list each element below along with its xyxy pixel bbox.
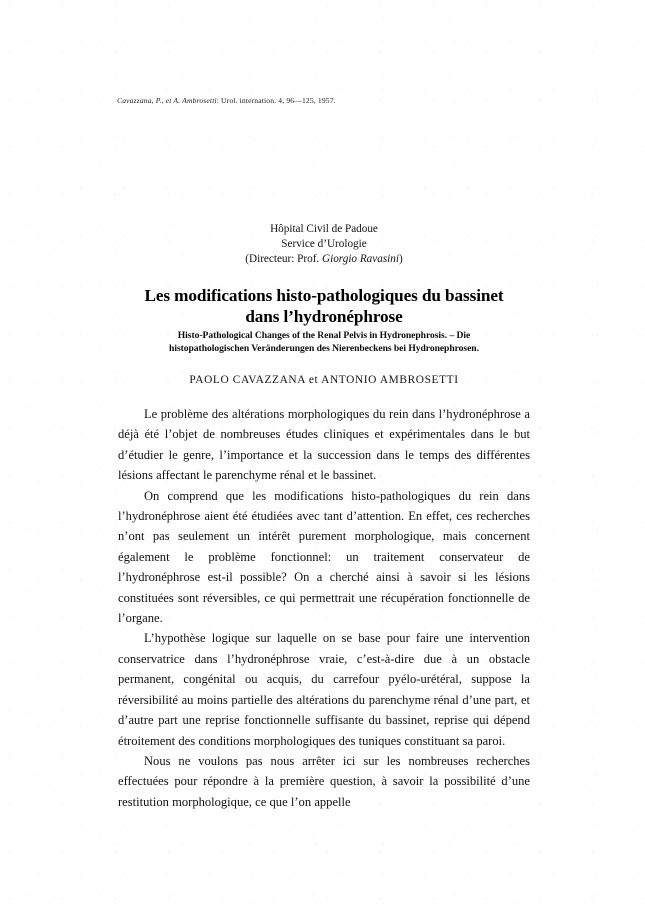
department-name: Service d’Urologie (281, 238, 367, 251)
citation-reference: : Urol. internation. 4, 96—125, 1957. (216, 96, 336, 105)
director-suffix: ) (398, 253, 403, 266)
article-subtitle-translations (98, 329, 550, 356)
citation-authors: Cavazzana, P., et A. Ambrosetti (117, 96, 217, 105)
institution-block (118, 222, 530, 268)
institution-name: Hôpital Civil de Padoue (270, 223, 378, 235)
body-paragraph: On comprend que les modifications histo-pathologiques du rein dans l’hydronéphrose aient été étudiées avec tant d’attention. En effet, ces recherches n’ont pas seulement un intérêt purement morphologique, mais concernent également le problème fonctionnel: un traitement conservateur de l’hydronéphrose est-il possible? On a cherché ainsi à savoir si les lésions constituées sont réversibles, ce qui permettrait une récupération fonctionnelle de l’organe. (118, 488, 530, 626)
body-paragraph: L’hypothèse logique sur laquelle on se base pour faire une intervention conservatrice dans l’hydronéphrose vraie, c’est-à-dire due à un obstacle permanent, congénital ou acquis, du carrefour pyélo-urétéral, suppose la réversibilité au moins partielle des altérations du parenchyme rénal d’une part, et d’autre part une reprise fonctionnelle suffisante du bassinet, reprise qui dépend étroitement des conditions morphologiques des tuniques constituant sa paroi. (118, 631, 530, 748)
article-authors: PAOLO CAVAZZANA et ANTONIO AMBROSETTI (189, 374, 459, 386)
director-line (118, 252, 530, 267)
body-paragraph: Nous ne voulons pas nous arrêter ici sur les nombreuses recherches effectuées pour répondre à la première question, à savoir la possibilité d’une restitution morphologique, ce que l’on appelle (118, 753, 530, 809)
article-title (98, 285, 550, 327)
article-subtitle-german: histopathologischen Veränderungen des Nierenbeckens bei Hydronephrosen. (169, 343, 479, 355)
article-title-line-1: Les modifications histo-pathologiques du bassinet (144, 286, 504, 305)
journal-citation-line (117, 96, 577, 105)
article-body (118, 404, 530, 812)
director-name: Giorgio Ravasini (322, 253, 399, 266)
director-prefix: (Directeur: Prof. (245, 253, 323, 266)
article-title-line-2: dans l’hydronéphrose (245, 307, 403, 326)
article-subtitle-english: Histo-Pathological Changes of the Renal Pelvis in Hydronephrosis. – Die (177, 330, 471, 341)
body-paragraph: Le problème des altérations morphologiques du rein dans l’hydronéphrose a déjà été l’objet de nombreuses études cliniques et expérimentales dans le but d’étudier le genre, l’importance et la succession dans le temps des différentes lésions affectant le parenchyme rénal et le bassinet. (118, 407, 530, 483)
